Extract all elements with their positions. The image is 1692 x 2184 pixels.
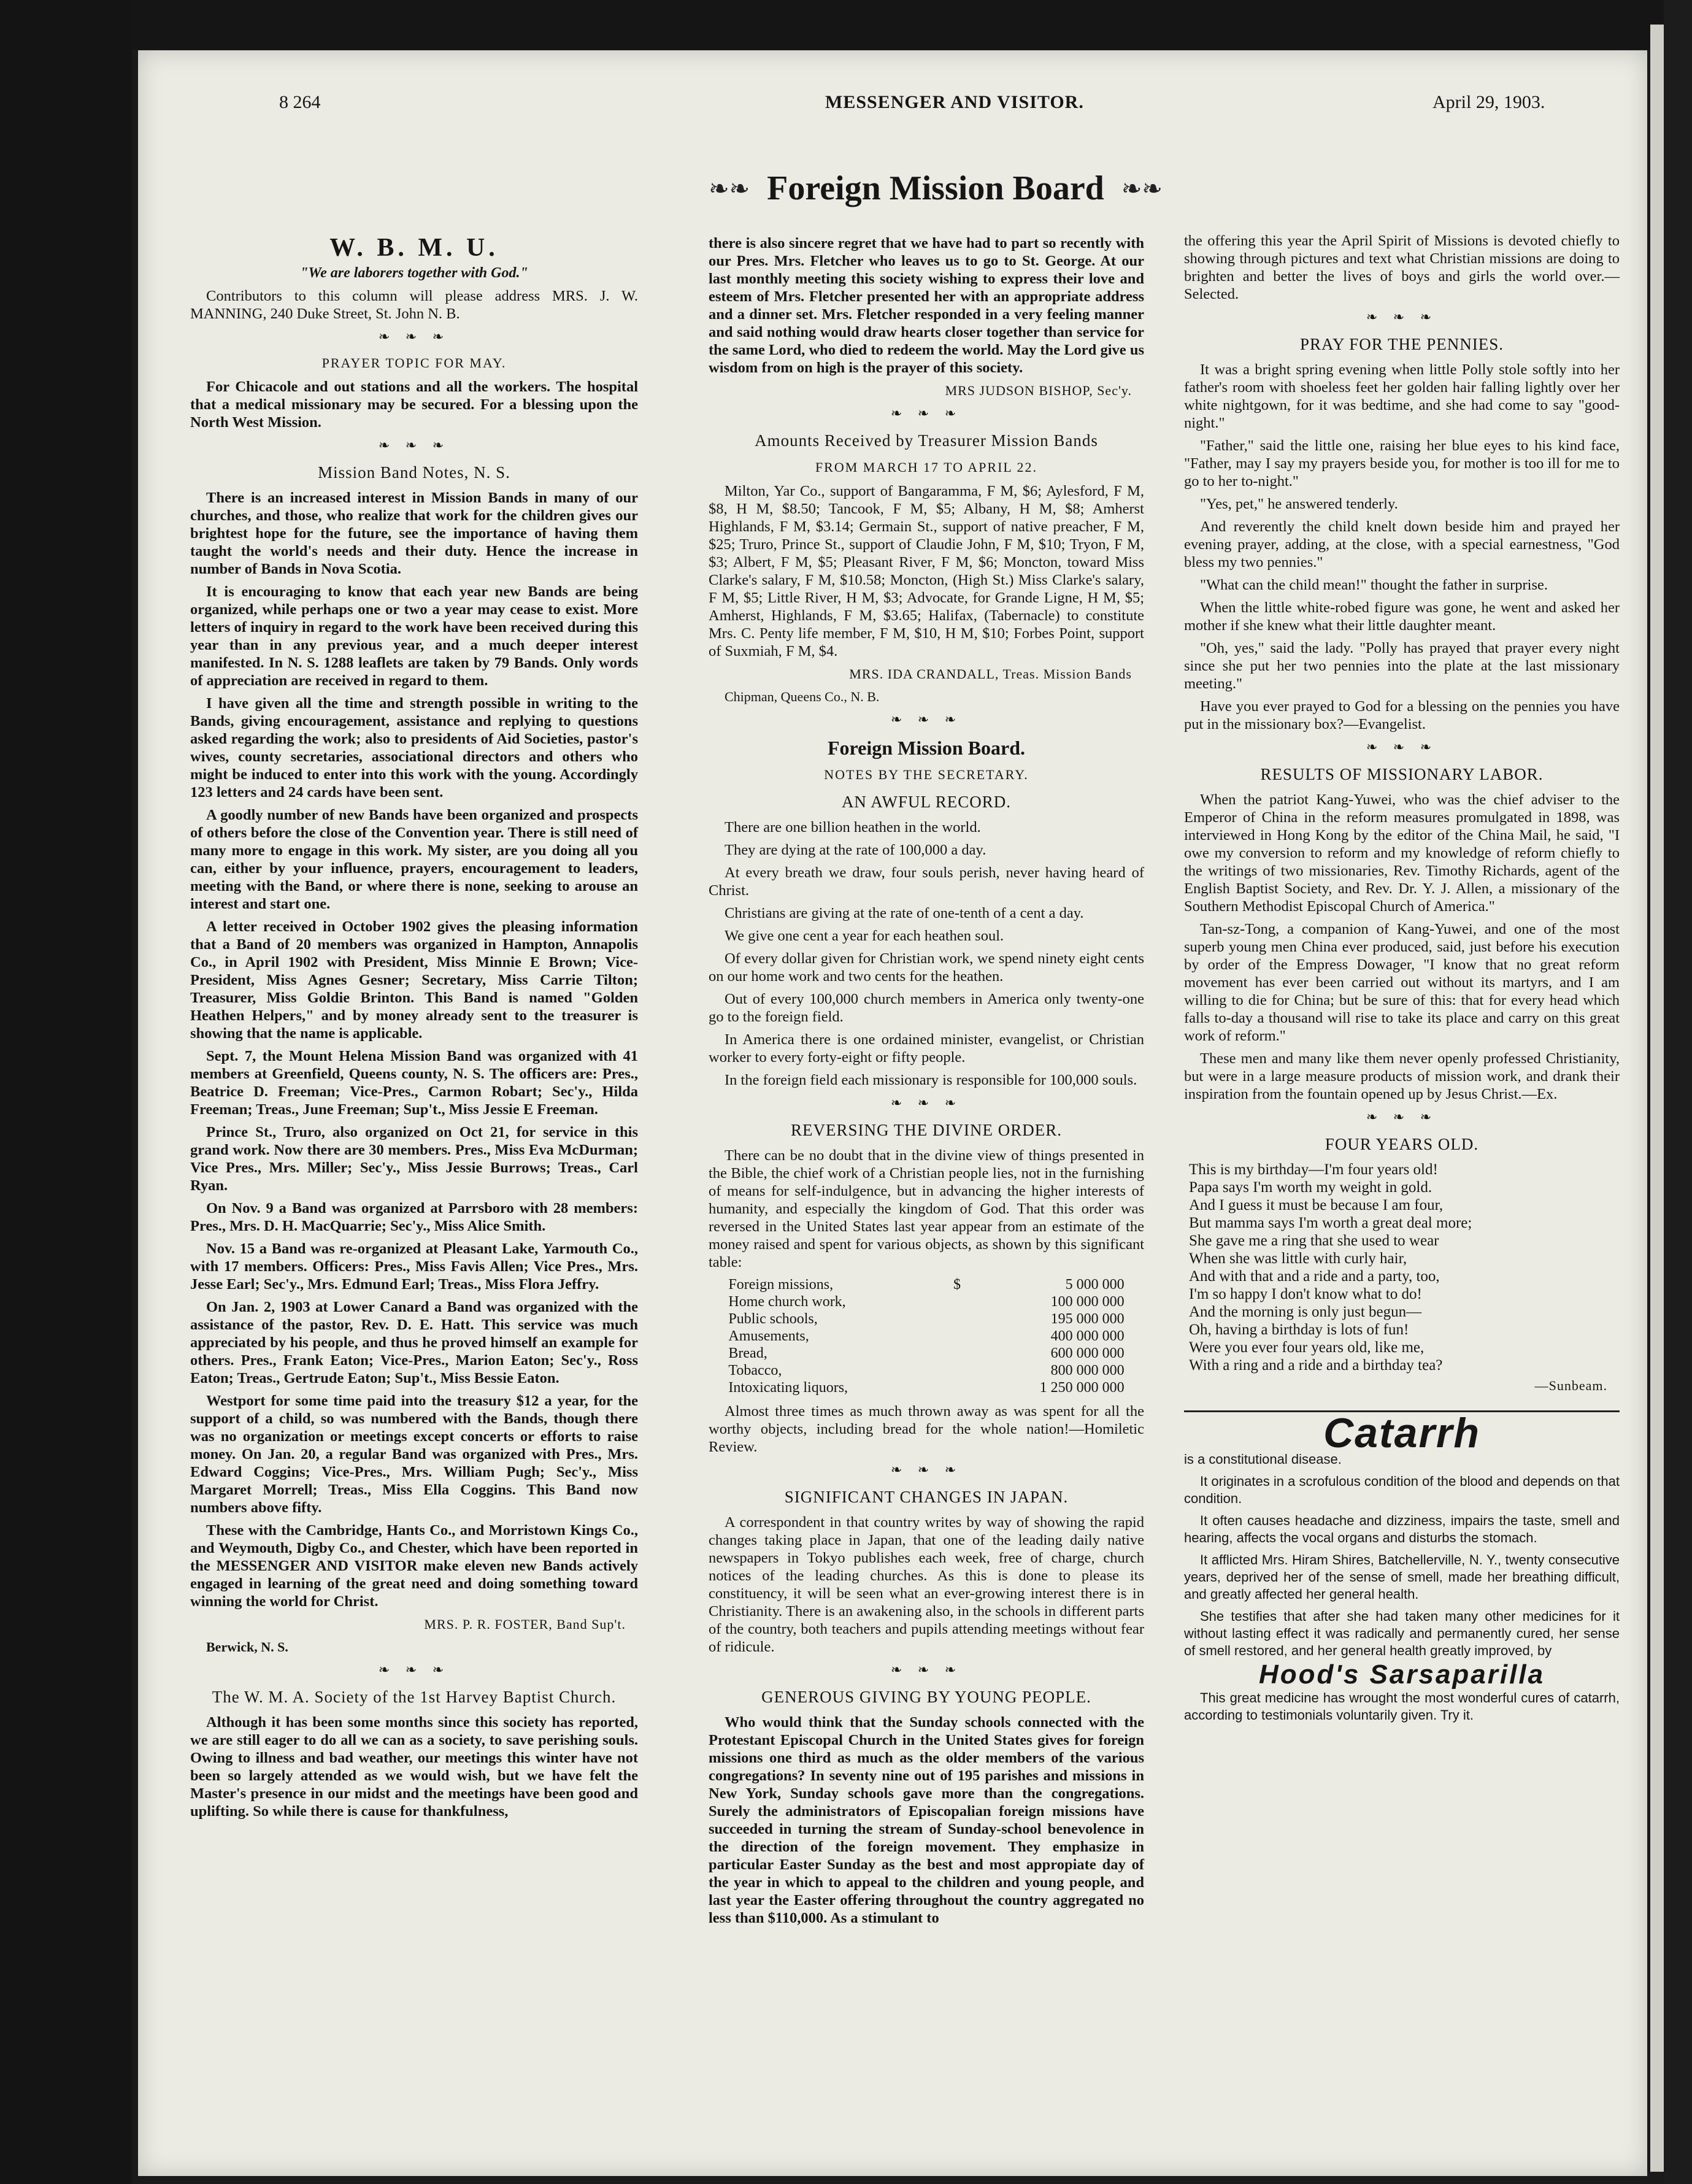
scan-border-top <box>0 0 1692 49</box>
poem-line: Papa says I'm worth my weight in gold. <box>1189 1179 1432 1196</box>
ornament-divider: ❧ ❧ ❧ <box>1366 1109 1438 1125</box>
article-paragraph: A goodly number of new Bands have been organized and prospects of others before the close of the Convention year. There is still need of many more to engage in this work. My sister, are you doing all you can, either by your influence, prayers, encouragement to leaders, meeting with the Band, or where there is none, seeking to arouse an interest and start one. <box>190 807 638 912</box>
ad-title: Catarrh <box>1323 1410 1480 1456</box>
article-paragraph: In the foreign field each missionary is responsible for 100,000 souls. <box>725 1072 1137 1088</box>
poem-line: But mamma says I'm worth a great deal more; <box>1189 1215 1472 1231</box>
article-paragraph: When the patriot Kang-Yuwei, who was the chief adviser to the Emperor of China in the reform measures promulgated in 1898, was interviewed in Hong Kong by the editor of the China Mail, he said, "I owe my conversion to reform and my knowledge of reform chiefly to the writings of two missionaries, Rev. Timothy Richards, agent of the English Baptist Society, and Rev. Dr. Y. J. Allen, a missionary of the Southern Methodist Episcopal Church of America." <box>1184 791 1620 915</box>
table-cell-currency <box>945 1379 969 1396</box>
article-paragraph: There can be no doubt that in the divine view of things presented in the Bible, the chief work of a Christian people lies, not in the furnishing of means for self-indulgence, but in advancing the higher interests of humanity, and especially the kingdom of God. That this order was reversed in the United States last year appear from an estimate of the money raised and spent for various objects, as shown by this significant table: <box>709 1147 1144 1271</box>
article-paragraph: "Oh, yes," said the lady. "Polly has prayed that prayer every night since she put her two pennies into the plate at the last missionary meeting." <box>1184 640 1620 692</box>
section-title: Foreign Mission Board <box>767 169 1104 207</box>
ad-paragraph: It often causes headache and dizziness, impairs the taste, smell and hearing, affects the vocal organs and disturbs the stomach. <box>1184 1513 1620 1545</box>
table-cell-item: Amusements, <box>728 1328 809 1344</box>
article-paragraph: Christians are giving at the rate of one-tenth of a cent a day. <box>725 905 1084 921</box>
article-paragraph: They are dying at the rate of 100,000 a day. <box>725 842 986 858</box>
table-cell-item: Bread, <box>728 1345 767 1361</box>
article-paragraph: "What can the child mean!" thought the father in surprise. <box>1200 577 1548 593</box>
table-row <box>726 1345 1126 1362</box>
ad-product-name: Hood's Sarsaparilla <box>1258 1659 1545 1690</box>
four-years-heading: FOUR YEARS OLD. <box>1325 1135 1479 1153</box>
column-3 <box>1184 232 1620 1729</box>
table-row <box>726 1293 1126 1310</box>
poem-line: I'm so happy I don't know what to do! <box>1189 1286 1422 1302</box>
article-paragraph: "Father," said the little one, raising her blue eyes to his kind face, "Father, may I say my prayers beside you, for mother is too ill for me to go to her to-night." <box>1184 437 1620 490</box>
table-cell-amount: 195 000 000 <box>1050 1311 1125 1327</box>
table-cell-amount: 600 000 000 <box>1050 1345 1125 1361</box>
article-paragraph: It is encouraging to know that each year new Bands are being organized, while perhaps one or two a year may cease to exist. More letters of inquiry in regard to the work have been received during this year than in any previous year, and a much deeper interest manifested. In N. S. 1288 leaflets are taken by 79 Bands. Only words of appreciation are received in regard to them. <box>190 583 638 689</box>
table-cell-amount: 5 000 000 <box>1065 1277 1125 1293</box>
treasurer-signature: MRS. IDA CRANDALL, Treas. Mission Bands <box>849 666 1132 682</box>
contributors-note: Contributors to this column will please address MRS. J. W. MANNING, 240 Duke Street, St. John N. B. <box>190 288 638 322</box>
article-paragraph: On Nov. 9 a Band was organized at Parrsboro with 28 members: Pres., Mrs. D. H. MacQuarrie; Sec'y., Miss Alice Smith. <box>190 1200 638 1234</box>
treasurer-place: Chipman, Queens Co., N. B. <box>725 689 880 704</box>
ornament-divider: ❧ ❧ ❧ <box>378 1662 450 1677</box>
fmb-subheading: NOTES BY THE SECRETARY. <box>824 767 1029 782</box>
article-paragraph: Although it has been some months since this society has reported, we are still eager to do all we can as a society, to save perishing souls. Owing to illness and bad weather, our meetings this winter have not been so largely attended as we would wish, but we have felt the Master's presence in our midst and the meetings have been good and uplifting. So while there is cause for thankfulness, <box>190 1714 638 1820</box>
table-cell-currency <box>945 1345 969 1362</box>
table-cell-item: Intoxicating liquors, <box>728 1380 848 1396</box>
poem-line: When she was little with curly hair, <box>1189 1250 1407 1267</box>
column-1 <box>190 234 638 1825</box>
giving-heading: GENEROUS GIVING BY YOUNG PEOPLE. <box>761 1688 1091 1706</box>
ornament-divider: ❧ ❧ ❧ <box>378 329 450 344</box>
ornament-divider: ❧ ❧ ❧ <box>1366 309 1438 325</box>
article-paragraph: Have you ever prayed to God for a blessing on the pennies you have put in the missionary box?—Evangelist. <box>1184 698 1620 732</box>
wma-heading: The W. M. A. Society of the 1st Harvey Baptist Church. <box>212 1688 617 1706</box>
poem <box>1184 1161 1620 1374</box>
table-row <box>726 1328 1126 1345</box>
article-paragraph: There is an increased interest in Mission Bands in many of our churches, and those, who realize that work for the children gives our brightest hope for the future, see the importance of having them taught the world's needs and their duty. Hence the increase in number of Bands in Nova Scotia. <box>190 490 638 577</box>
article-paragraph: Nov. 15 a Band was re-organized at Pleasant Lake, Yarmouth Co., with 17 members. Officers: Pres., Miss Favis Allen; Vice Pres., Mrs. Jesse Earl; Sec'y., Mrs. Edmund Earl; Treas., Miss Flora Jeffry. <box>190 1240 638 1293</box>
article-paragraph: A letter received in October 1902 gives the pleasing information that a Band of 20 members was organized in Hampton, Annapolis Co., in April 1902 with President, Miss Minnie E Brown; Vice-President, Miss Agnes Gesner; Secretary, Miss Carrie Tilton; Treasurer, Miss Goldie Brinton. This Band is named "Golden Heathen Helpers," and by money already sent to the treasurer is showing that the name is applicable. <box>190 918 638 1042</box>
article-paragraph: Prince St., Truro, also organized on Oct 21, for service in this grand work. Now there are 30 members. Pres., Miss Eva McDurman; Vice Pres., Mrs. Miller; Sec'y., Miss Jessie Burrows; Treas., Carl Ryan. <box>190 1124 638 1194</box>
poem-line: And the morning is only just begun— <box>1189 1304 1422 1320</box>
fleuron-icon: ❧ <box>1142 174 1163 202</box>
article-paragraph: Sept. 7, the Mount Helena Mission Band was organized with 41 members at Greenfield, Queens county, N. S. The officers are: Pres., Beatrice D. Freeman; Vice-Pres., Carmon Robart; Sec'y., Hilda Freeman; Treas., June Freeman; Sup't., Miss Jessie E Freeman. <box>190 1048 638 1118</box>
adjacent-page-edge <box>1650 25 1664 2172</box>
issue-date: April 29, 1903. <box>1432 92 1545 112</box>
pennies-heading: PRAY FOR THE PENNIES. <box>1299 335 1504 353</box>
column-2 <box>709 234 1144 1932</box>
article-paragraph: I have given all the time and strength possible in writing to the Bands, giving encouragement, assistance and replying to questions asked regarding the work; also to presidents of Aid Societies, pastor's wives, county secretaries, associational directors and others who might be induced to enter into this work with the young. Accordingly 123 letters and 24 cards have been sent. <box>190 695 638 801</box>
ornament-divider: ❧ ❧ ❧ <box>890 1462 963 1477</box>
ad-paragraph: It afflicted Mrs. Hiram Shires, Batchellerville, N. Y., twenty consecutive years, deprived her of the sense of smell, made her breathing difficult, and greatly affected her general health. <box>1184 1552 1620 1602</box>
spending-table <box>726 1276 1126 1396</box>
table-cell-item: Tobacco, <box>728 1363 782 1378</box>
article-paragraph: There are one billion heathen in the world. <box>725 819 981 836</box>
prayer-topic-text: For Chicacole and out stations and all the workers. The hospital that a medical missionary may be secured. For a blessing upon the North West Mission. <box>190 379 638 431</box>
fleuron-icon: ❧ <box>1121 174 1142 202</box>
article-signature: MRS. P. R. FOSTER, Band Sup't. <box>424 1617 626 1632</box>
article-paragraph: Of every dollar given for Christian work, we spend ninety eight cents on our home work and two cents for the heathen. <box>709 950 1144 985</box>
article-paragraph: Westport for some time paid into the treasury $12 a year, for the support of a child, so was numbered with the Bands, though there was no organization or meetings except concerts or efforts to raise money. On Jan. 20, a regular Band was organized with Pres., Mrs. Edward Coggins; Vice-Pres., Mrs. William Pugh; Sec'y., Miss Margaret Morrell; Treas., Miss Ella Coggins. This Band now numbers above fifty. <box>190 1393 638 1516</box>
table-cell-item: Foreign missions, <box>728 1277 834 1293</box>
article-paragraph: "Yes, pet," he answered tenderly. <box>1200 496 1398 512</box>
poem-line: And I guess it must be because I am four, <box>1189 1197 1444 1213</box>
awful-record-heading: AN AWFUL RECORD. <box>841 793 1012 811</box>
article-paragraph: It was a bright spring evening when little Polly stole softly into her father's room with shoeless feet her golden hair falling lightly over her white nightgown, for it was bedtime, and she had come to say "good-night." <box>1184 361 1620 431</box>
article-paragraph: These men and many like them never openly professed Christianity, but were in a large measure products of mission work, and drank their inspiration from the fountain opened up by Jesus Christ.—Ex. <box>1184 1050 1620 1102</box>
amounts-dates: FROM MARCH 17 TO APRIL 22. <box>815 459 1038 475</box>
ornament-divider: ❧ ❧ ❧ <box>890 712 963 727</box>
poem-line: And with that and a ride and a party, too, <box>1189 1268 1440 1285</box>
article-paragraph: A correspondent in that country writes by way of showing the rapid changes taking place in Japan, that one of the leading daily native newspapers in Tokyo publishes each week, free of charge, church notices of the leading churches. As this is done to please its constituency, it will be seen what an ever-growing interest there is in Christianity. There is an awakening also, in the schools in different parts of the country, both teachers and pupils attending meetings without fear of ridicule. <box>709 1514 1144 1655</box>
table-cell-amount: 400 000 000 <box>1050 1328 1125 1344</box>
poem-line: Were you ever four years old, like me, <box>1189 1339 1425 1356</box>
table-row <box>726 1276 1126 1293</box>
fleuron-icon: ❧ <box>729 174 750 202</box>
ornament-divider: ❧ ❧ ❧ <box>890 406 963 421</box>
table-cell-currency <box>945 1328 969 1345</box>
article-paragraph: Tan-sz-Tong, a companion of Kang-Yuwei, and one of the most superb young men China ever produced, said, just before his execution by order of the Empress Dowager, "I know that no great reform movement has ever been carried out without its martyrs, and I am willing to die for China; but be sure of this: that for every head which falls to-day a thousand will rise to take its place and carry on this great work of reform." <box>1184 921 1620 1044</box>
ornament-divider: ❧ ❧ ❧ <box>1366 739 1438 755</box>
wbmu-heading: W. B. M. U. <box>329 234 499 262</box>
amounts-heading: Amounts Received by Treasurer Mission Bands <box>755 431 1098 450</box>
article-paragraph: These with the Cambridge, Hants Co., and Morristown Kings Co., and Weymouth, Digby Co., and Chester, which have been reported in the MESSENGER AND VISITOR make eleven new Bands actively engaged in learning of the great need and doing something toward winning the world for Christ. <box>190 1522 638 1610</box>
poem-line: This is my birthday—I'm four years old! <box>1189 1161 1438 1178</box>
table-row <box>726 1310 1126 1328</box>
results-heading: RESULTS OF MISSIONARY LABOR. <box>1260 765 1544 783</box>
ornament-divider: ❧ ❧ ❧ <box>890 1662 963 1677</box>
ad-paragraph: It originates in a scrofulous condition of the blood and depends on that condition. <box>1184 1474 1620 1506</box>
article-continued: the offering this year the April Spirit of Missions is devoted chiefly to showing through pictures and text what Christian missions are doing to brighten and better the lives of boys and girls the world over.—Selected. <box>1184 233 1620 302</box>
table-cell-amount: 100 000 000 <box>1050 1294 1125 1310</box>
ad-paragraph: is a constitutional disease. <box>1184 1452 1342 1467</box>
table-cell-currency <box>945 1362 969 1379</box>
scan-border-right <box>1664 0 1692 2184</box>
newspaper-page <box>138 50 1647 2176</box>
poem-line: She gave me a ring that she used to wear <box>1189 1232 1439 1249</box>
article-paragraph: And reverently the child knelt down beside him and prayed her evening prayer, adding, at the close, with a special earnestness, "God bless my two pennies." <box>1184 518 1620 571</box>
amounts-list: Milton, Yar Co., support of Bangaramma, F M, $6; Aylesford, F M, $8, H M, $8.50; Tancook, F M, $5; Albany, H M, $8; Amherst Highlands, F M, $3.14; Germain St., support of native preacher, F M, $25; Truro, Prince St., support of Claudie John, F M, $10; Tryon, F M, $3; Albert, F M, $5; Pleasant River, F M, $6; Moncton, toward Miss Clarke's salary, F M, $10.58; Moncton, (High St.) Miss Clarke's salary, F M, $5; Little River, H M, $3; Advocate, for Grande Ligne, H M, $5; Amherst, Highlands, F M, $3.65; Halifax, (Tabernacle) to constitute Mrs. C. Penty life member, F M, $10, H M, $10; Forbes Point, support of Suxmiah, F M, $4. <box>709 483 1144 659</box>
table-cell-currency: $ <box>953 1277 961 1293</box>
reversing-heading: REVERSING THE DIVINE ORDER. <box>791 1121 1062 1139</box>
article-paragraph: We give one cent a year for each heathen soul. <box>725 928 1004 944</box>
table-cell-currency <box>945 1293 969 1310</box>
mission-band-notes-heading: Mission Band Notes, N. S. <box>318 463 510 482</box>
wbmu-motto: "We are laborers together with God." <box>300 265 528 281</box>
table-cell-amount: 1 250 000 000 <box>1039 1380 1125 1396</box>
article-signature: MRS JUDSON BISHOP, Sec'y. <box>945 383 1132 398</box>
ad-paragraph: She testifies that after she had taken many other medicines for it without lasting effect it was radically and permanently cured, her sense of smell restored, and her general health greatly improved, by <box>1184 1609 1620 1658</box>
article-continued: there is also sincere regret that we have had to part so recently with our Pres. Mrs. Fletcher who leaves us to go to St. George. At our last monthly meeting this society wishing to express their love and esteem of Mrs. Fletcher presented her with an appropriate address and a dinner set. Mrs. Fletcher responded in a very feeling manner and said nothing would draw hearts closer together than service for the same Lord, who died to redeem the world. May the Lord give us wisdom from on high is the prayer of this society. <box>709 235 1144 376</box>
table-row <box>726 1379 1126 1396</box>
table-cell-amount: 800 000 000 <box>1050 1363 1125 1378</box>
table-cell-item: Public schools, <box>728 1311 818 1327</box>
catarrh-advertisement <box>1184 1410 1620 1724</box>
prayer-topic-heading: PRAYER TOPIC FOR MAY. <box>321 355 507 371</box>
article-paragraph: When the little white-robed figure was gone, he went and asked her mother if she knew what their little daughter meant. <box>1184 599 1620 634</box>
article-paragraph: Almost three times as much thrown away as was spent for all the worthy objects, including bread for the whole nation!—Homiletic Review. <box>709 1403 1144 1455</box>
table-cell-item: Home church work, <box>728 1294 846 1310</box>
article-paragraph: On Jan. 2, 1903 at Lower Canard a Band was organized with the assistance of the pastor, Rev. D. E. Hatt. This service was much appreciated by his people, and thus he proved himself an example for others. Pres., Frank Eaton; Vice-Pres., Marion Eaton; Sec'y., Ross Eaton; Treas., Gertrude Eaton; Sup't., Miss Bessie Eaton. <box>190 1299 638 1386</box>
page-number: 8 264 <box>279 92 321 112</box>
ad-paragraph: This great medicine has wrought the most wonderful cures of catarrh, according to testimonials voluntarily given. Try it. <box>1184 1690 1620 1723</box>
ornament-divider: ❧ ❧ ❧ <box>890 1095 963 1110</box>
japan-heading: SIGNIFICANT CHANGES IN JAPAN. <box>784 1488 1069 1506</box>
article-paragraph: At every breath we draw, four souls perish, never having heard of Christ. <box>709 864 1144 899</box>
section-masthead <box>629 155 1242 222</box>
poem-line: Oh, having a birthday is lots of fun! <box>1189 1321 1409 1338</box>
fmb-heading: Foreign Mission Board. <box>827 737 1026 759</box>
article-place: Berwick, N. S. <box>206 1639 288 1655</box>
publication-title: MESSENGER AND VISITOR. <box>825 92 1084 112</box>
poem-line: With a ring and a ride and a birthday tea? <box>1189 1357 1443 1374</box>
scan-border-left <box>0 0 132 2184</box>
article-paragraph: Out of every 100,000 church members in America only twenty-one go to the foreign field. <box>709 991 1144 1025</box>
ornament-divider: ❧ ❧ ❧ <box>378 437 450 453</box>
article-paragraph: In America there is one ordained minister, evangelist, or Christian worker to every forty-eight or fifty people. <box>709 1031 1144 1066</box>
poem-credit: —Sunbeam. <box>1534 1378 1607 1393</box>
article-paragraph: Who would think that the Sunday schools connected with the Protestant Episcopal Church in the United States gives for foreign missions one third as much as the older members of the various congregations? In seventy nine out of 195 parishes and missions in New York, Sunday schools gave more than the congregations. Surely the administrators of Episcopalian foreign missions have succeeded in turning the stream of Sunday-school benevolence in the direction of the foreign movement. They emphasize in particular Easter Sunday as the best and most appropiate day of the year in which to appeal to the children and young people, and last year the Easter offering throughout the country aggregated no less than $110,000. As a stimulant to <box>709 1714 1144 1926</box>
table-row <box>726 1362 1126 1379</box>
table-cell-currency <box>945 1310 969 1328</box>
fleuron-icon: ❧ <box>709 174 729 202</box>
